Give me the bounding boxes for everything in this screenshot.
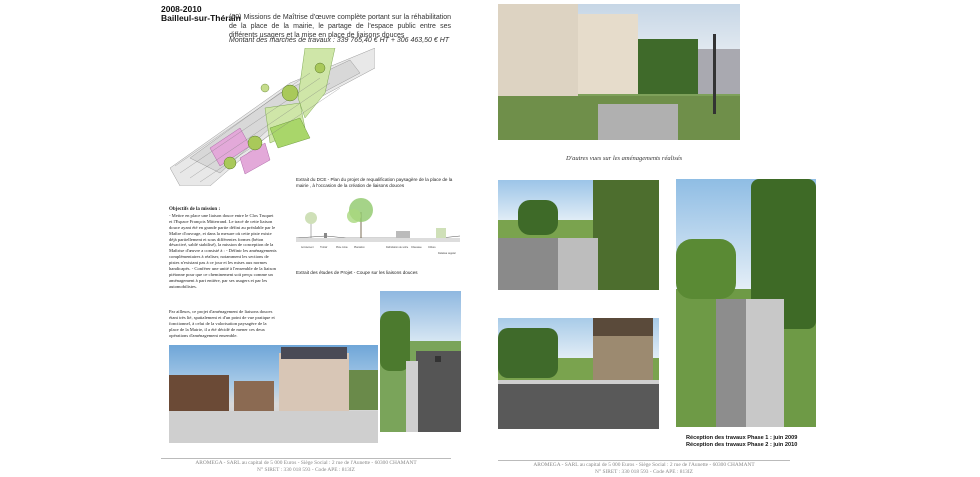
right-footer-line2: N° SIRET : 330 018 593 - Code APE : 813IZ bbox=[595, 469, 693, 475]
left-footer-line1: AROMEGA - SARL au capital de 5 000 Euros - Siège Social : 2 rue de l'Aunette - 60300 CHAMANT bbox=[195, 460, 417, 466]
section-caption: Extrait des études de Projet - Coupe sur les liaisons douces bbox=[296, 270, 418, 275]
site-plan-drawing bbox=[170, 48, 375, 186]
project-town: Bailleul-sur-Thérain bbox=[161, 13, 241, 23]
photo-town-square-lamp bbox=[498, 4, 740, 140]
objectives-text: - Mettre en place une liaison douce entre le Clos Truquet et l'Espace François Mitterrand. Le tracé de cette liaison douce ayant été en grande partie défini au préalable par le Maître d'ouvrage, et dans la mesure où cette piste existe déjà partiellement et sous différentes formes (béton désactivé, sablé stabilisé), la mission de conception de la Maîtrise d'œuvre a consisté à : - Définir les aménagements complémentaires à réaliser, notamment les sections de pistes n'existant pas à ce jour et les mises aux normes handicapés. - Conférer une unité à l'ensemble de la liaison piétonne pour que ce cheminement soit perçu comme un aménagement à part entière, par ses usagers et par les automobilistes. bbox=[169, 212, 277, 289]
reception-phase-1: Réception des travaux Phase 1 : juin 2009 bbox=[686, 435, 798, 441]
section-drawing bbox=[296, 198, 460, 268]
photo-chapel-road bbox=[498, 318, 659, 429]
section-label: Plantation bbox=[354, 246, 365, 249]
project-year: 2008-2010 bbox=[161, 4, 202, 14]
other-views-caption: D'autres vues sur les aménagements réalisés bbox=[566, 155, 683, 162]
section-label: Délaissé végétal bbox=[438, 252, 456, 255]
section-label: Piste mixte bbox=[336, 246, 348, 249]
section-label: Trottoir bbox=[320, 246, 328, 249]
photo-long-path bbox=[676, 179, 816, 427]
contract-amount: Montant des marchés de travaux : 339 765,40 € HT + 306 463,50 € HT bbox=[229, 37, 450, 44]
section-label: Accotement bbox=[301, 246, 314, 249]
mission-description: (60) Missions de Maîtrise d'œuvre complète portant sur la réhabilitation de la place de la mairie, le partage de l'espace public entre ses différents usagers et la mise en place de liaisons douces bbox=[229, 14, 451, 39]
left-footer-line2: N° SIRET : 330 018 593 - Code APE : 813IZ bbox=[257, 467, 355, 473]
reception-phase-2: Réception des travaux Phase 2 : juin 2010 bbox=[686, 442, 798, 448]
objectives-title: Objectifs de la mission : bbox=[169, 207, 221, 212]
photo-path-wall bbox=[498, 180, 659, 290]
objectives-text-2: Par ailleurs, ce projet d'aménagement de liaisons douces étant très lié, spatialement et d'un point de vue pratique et fonctionnel, à celui de la valorisation paysagère de la place de la Mairie, il a été décidé de mener ces deux opérations d'aménagement ensemble. bbox=[169, 309, 275, 338]
reception-dates bbox=[686, 435, 797, 449]
section-label: Clôture bbox=[428, 246, 436, 249]
left-footer bbox=[161, 460, 451, 474]
left-footer-rule bbox=[161, 458, 451, 459]
photo-town-hall-square bbox=[169, 345, 378, 443]
section-label: Chaussée bbox=[411, 246, 422, 249]
right-footer-rule bbox=[498, 460, 790, 461]
section-label: Délimitation de voirie bbox=[386, 246, 409, 249]
photo-path-road-left bbox=[380, 291, 461, 432]
objectives-block bbox=[169, 206, 277, 290]
right-footer-line1: AROMEGA - SARL au capital de 5 000 Euros - Siège Social : 2 rue de l'Aunette - 60300 CHAMANT bbox=[533, 462, 755, 468]
right-footer bbox=[498, 462, 790, 476]
plan-caption: Extrait du DCE - Plan du projet de requalification paysagère de la place de la mairie , à l'occasion de la création de liaisons douces bbox=[296, 177, 453, 188]
